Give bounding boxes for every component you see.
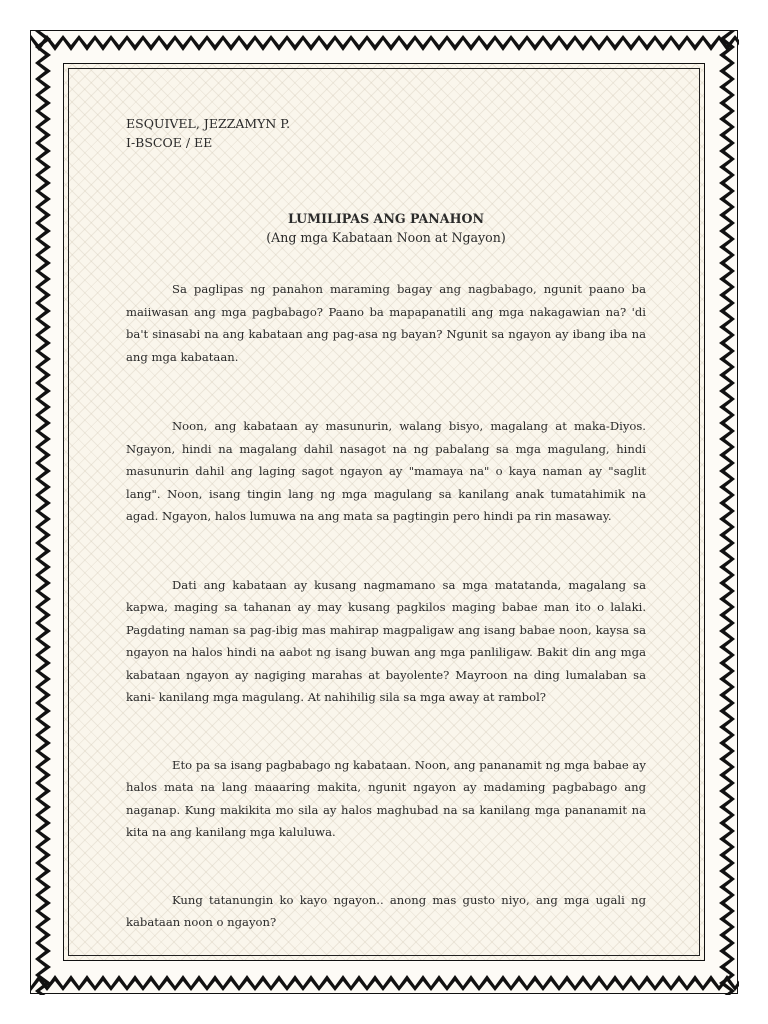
- paragraph: Dati ang kabataan ay kusang nagmamano sa mga matatanda, magalang sa kapwa, maging sa tahanan ay may kusang pagkilos maging babae man ito o lalaki. Pagdating naman sa pag-ibig mas mahirap magpaligaw ang isang babae noon, kaysa sa ngayon na halos hindi na aabot ng isang buwan ang mga panliligaw. Bakit din ang mga kabataan ngayon ay nagiging marahas at bayolente? Mayroon na ding lumalaban sa kani- kanilang mga magulang. At nahihilig sila sa mga away at rambol?: [126, 577, 646, 704]
- document-subtitle: (Ang mga Kabataan Noon at Ngayon): [266, 230, 506, 245]
- paragraph: Sa paglipas ng panahon maraming bagay ang nagbabago, ngunit paano ba maiiwasan ang mga pagbabago? Paano ba mapapanatili ang mga nakagawian na? 'di ba't sinasabi na ang kabataan ang pag-asa ng bayan? Ngunit sa ngayon ay ibang iba na ang mga kabataan.: [126, 282, 646, 364]
- author-section: I-BSCOE / EE: [126, 135, 213, 150]
- document-page: [30, 30, 738, 994]
- inner-frame: [63, 63, 705, 961]
- document-title: LUMILIPAS ANG PANAHON: [288, 211, 484, 226]
- paragraph: Eto pa sa isang pagbabago ng kabataan. Noon, ang pananamit ng mga babae ay halos mata na lang maaaring makita, ngunit ngayon ay madaming pagbabago ang naganap. Kung makikita mo sila ay halos maghubad na sa kanilang mga pananamit na kita na ang kanilang mga kaluluwa.: [126, 757, 646, 839]
- author-name: ESQUIVEL, JEZZAMYN P.: [126, 116, 291, 131]
- author-block: [126, 114, 646, 152]
- paragraph: Noon, ang kabataan ay masunurin, walang bisyo, magalang at maka-Diyos. Ngayon, hindi na magalang dahil nasagot na ng pabalang sa mga magulang, hindi masunurin dahil ang laging sagot ngayon ay "mamaya na" o kaya naman ay "saglit lang". Noon, isang tingin lang ng mga magulang sa kanilang anak tumatahimik na agad. Ngayon, halos lumuwa na ang mata sa pagtingin pero hindi pa rin masaway.: [126, 419, 646, 523]
- document-content: [126, 114, 646, 934]
- paragraph: Kung tatanungin ko kayo ngayon.. anong mas gusto niyo, ang mga ugali ng kabataan noon o ngayon?: [126, 892, 646, 929]
- title-block: [126, 209, 646, 247]
